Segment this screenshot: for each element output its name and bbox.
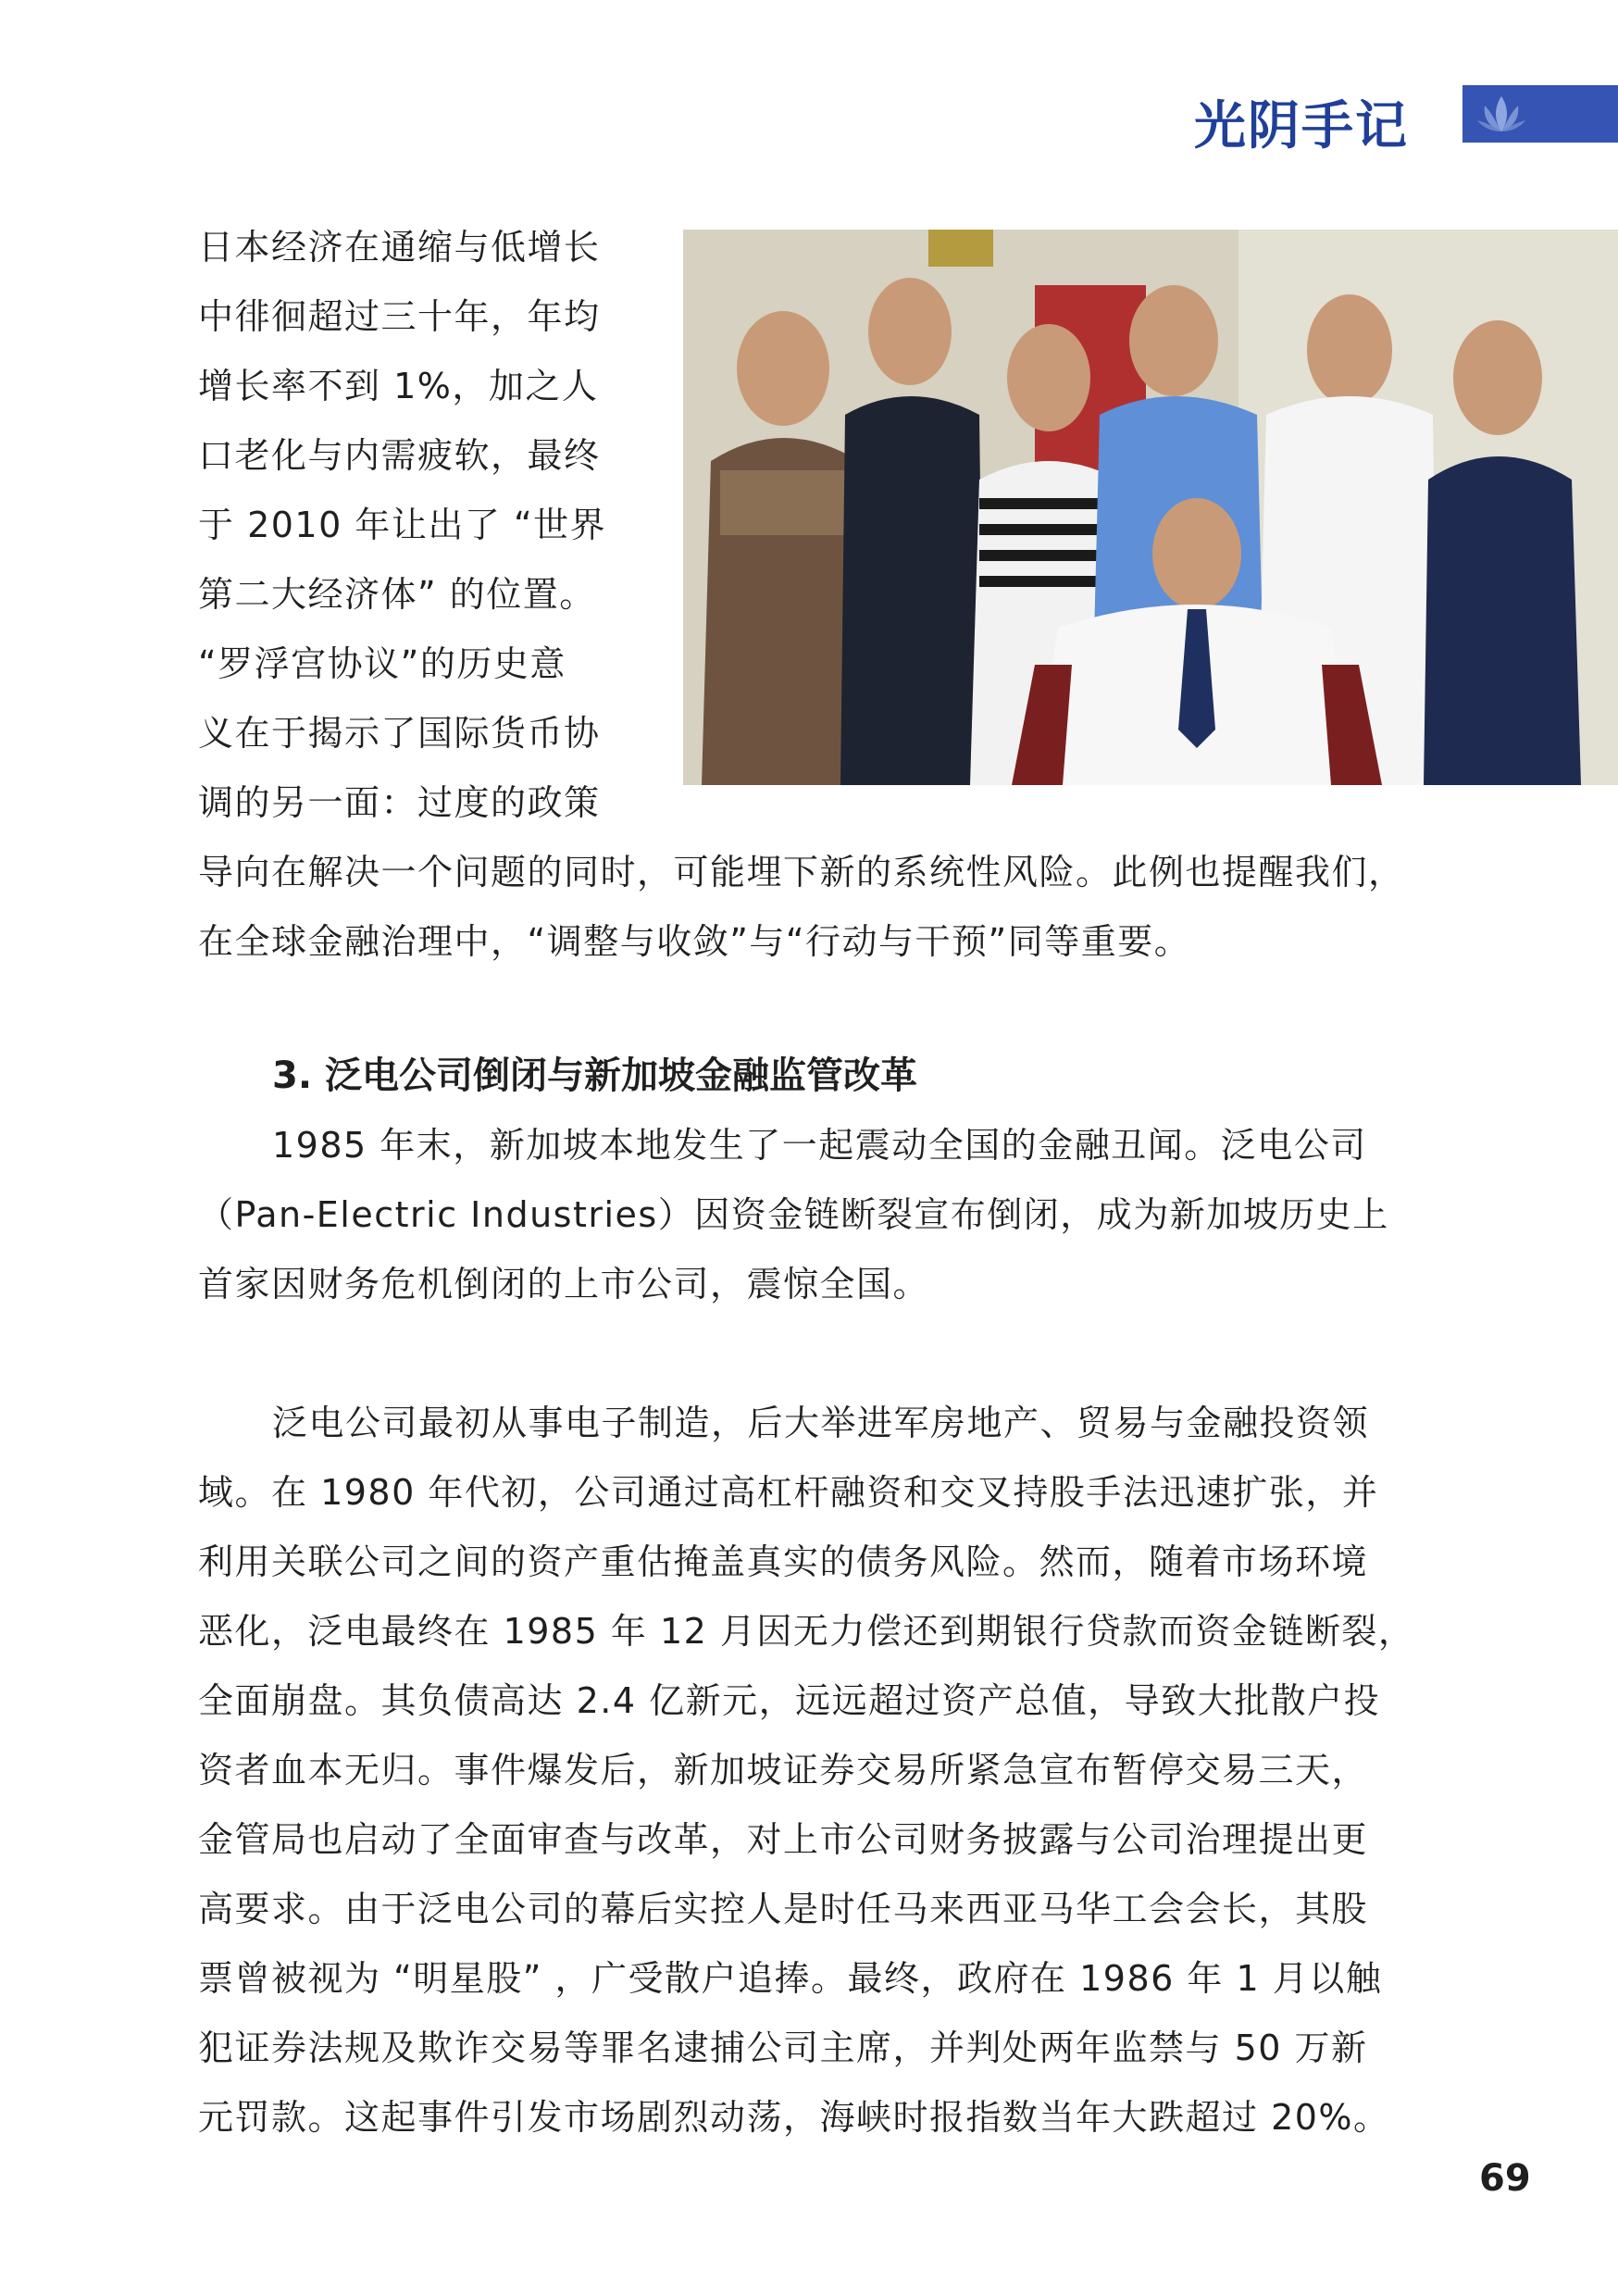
text-line: 全面崩盘。其负债高达 2.4 亿新元，远远超过资产总值，导致大批散户投 bbox=[198, 1680, 1381, 1721]
text-line: 犯证券法规及欺诈交易等罪名逮捕公司主席，并判处两年监禁与 50 万新 bbox=[198, 2028, 1368, 2068]
text-line: 义在于揭示了国际货币协 bbox=[198, 713, 601, 754]
text-line: “罗浮宫协议”的历史意 bbox=[198, 643, 566, 684]
text-line: 在全球金融治理中，“调整与收敛”与“行动与干预”同等重要。 bbox=[198, 921, 1191, 962]
text-line: 元罚款。这起事件引发市场剧烈动荡，海峡时报指数当年大跌超过 20%。 bbox=[198, 2097, 1390, 2138]
text-line: 口老化与内需疲软，最终 bbox=[198, 435, 601, 476]
section-heading: 3. 泛电公司倒闭与新加坡金融监管改革 bbox=[272, 1054, 917, 1097]
intro-left-column bbox=[198, 213, 661, 838]
running-header-title: 光阴手记 bbox=[1194, 96, 1409, 156]
text-line: 金管局也启动了全面审查与改革，对上市公司财务披露与公司治理提出更 bbox=[198, 1819, 1369, 1860]
section3-paragraph-1 bbox=[198, 1111, 1429, 1319]
header-accent-bar bbox=[1462, 85, 1618, 143]
text-line: 恶化，泛电最终在 1985 年 12 月因无力偿还到期银行贷款而资金链断裂， bbox=[198, 1611, 1415, 1652]
lotus-icon bbox=[1475, 93, 1527, 135]
group-photo-icon bbox=[683, 230, 1618, 785]
group-photo bbox=[683, 230, 1618, 785]
text-line: （Pan-Electric Industries）因资金链断裂宣布倒闭，成为新加坡历史上 bbox=[198, 1194, 1389, 1235]
text-line: 域。在 1980 年代初，公司通过高杠杆融资和交叉持股手法迅速扩张，并 bbox=[198, 1472, 1379, 1513]
text-line: 高要求。由于泛电公司的幕后实控人是时任马来西亚马华工会会长，其股 bbox=[198, 1889, 1369, 1929]
text-line: 导向在解决一个问题的同时，可能埋下新的系统性风险。此例也提醒我们， bbox=[198, 852, 1405, 892]
page-number: 69 bbox=[1479, 2157, 1531, 2200]
text-line: 日本经济在通缩与低增长 bbox=[198, 227, 601, 268]
text-line: 增长率不到 1%，加之人 bbox=[198, 366, 599, 406]
text-line: 调的另一面：过度的政策 bbox=[198, 782, 601, 823]
text-line: 首家因财务危机倒闭的上市公司，震惊全国。 bbox=[198, 1264, 930, 1304]
text-line: 票曾被视为 “明星股” ，广受散户追捧。最终，政府在 1986 年 1 月以触 bbox=[198, 1958, 1383, 1999]
text-line: 于 2010 年让出了 “世界 bbox=[198, 505, 607, 545]
text-line: 泛电公司最初从事电子制造，后大举进军房地产、贸易与金融投资领 bbox=[272, 1403, 1370, 1443]
section3-paragraph-2 bbox=[198, 1389, 1429, 2152]
text-line: 1985 年末，新加坡本地发生了一起震动全国的金融丑闻。泛电公司 bbox=[272, 1125, 1367, 1166]
text-line: 中徘徊超过三十年，年均 bbox=[198, 296, 601, 337]
text-line: 资者血本无归。事件爆发后，新加坡证券交易所紧急宣布暂停交易三天， bbox=[198, 1750, 1369, 1791]
intro-continuation bbox=[198, 838, 1429, 977]
text-line: 第二大经济体” 的位置。 bbox=[198, 574, 596, 615]
text-line: 利用关联公司之间的资产重估掩盖真实的债务风险。然而，随着市场环境 bbox=[198, 1541, 1369, 1582]
